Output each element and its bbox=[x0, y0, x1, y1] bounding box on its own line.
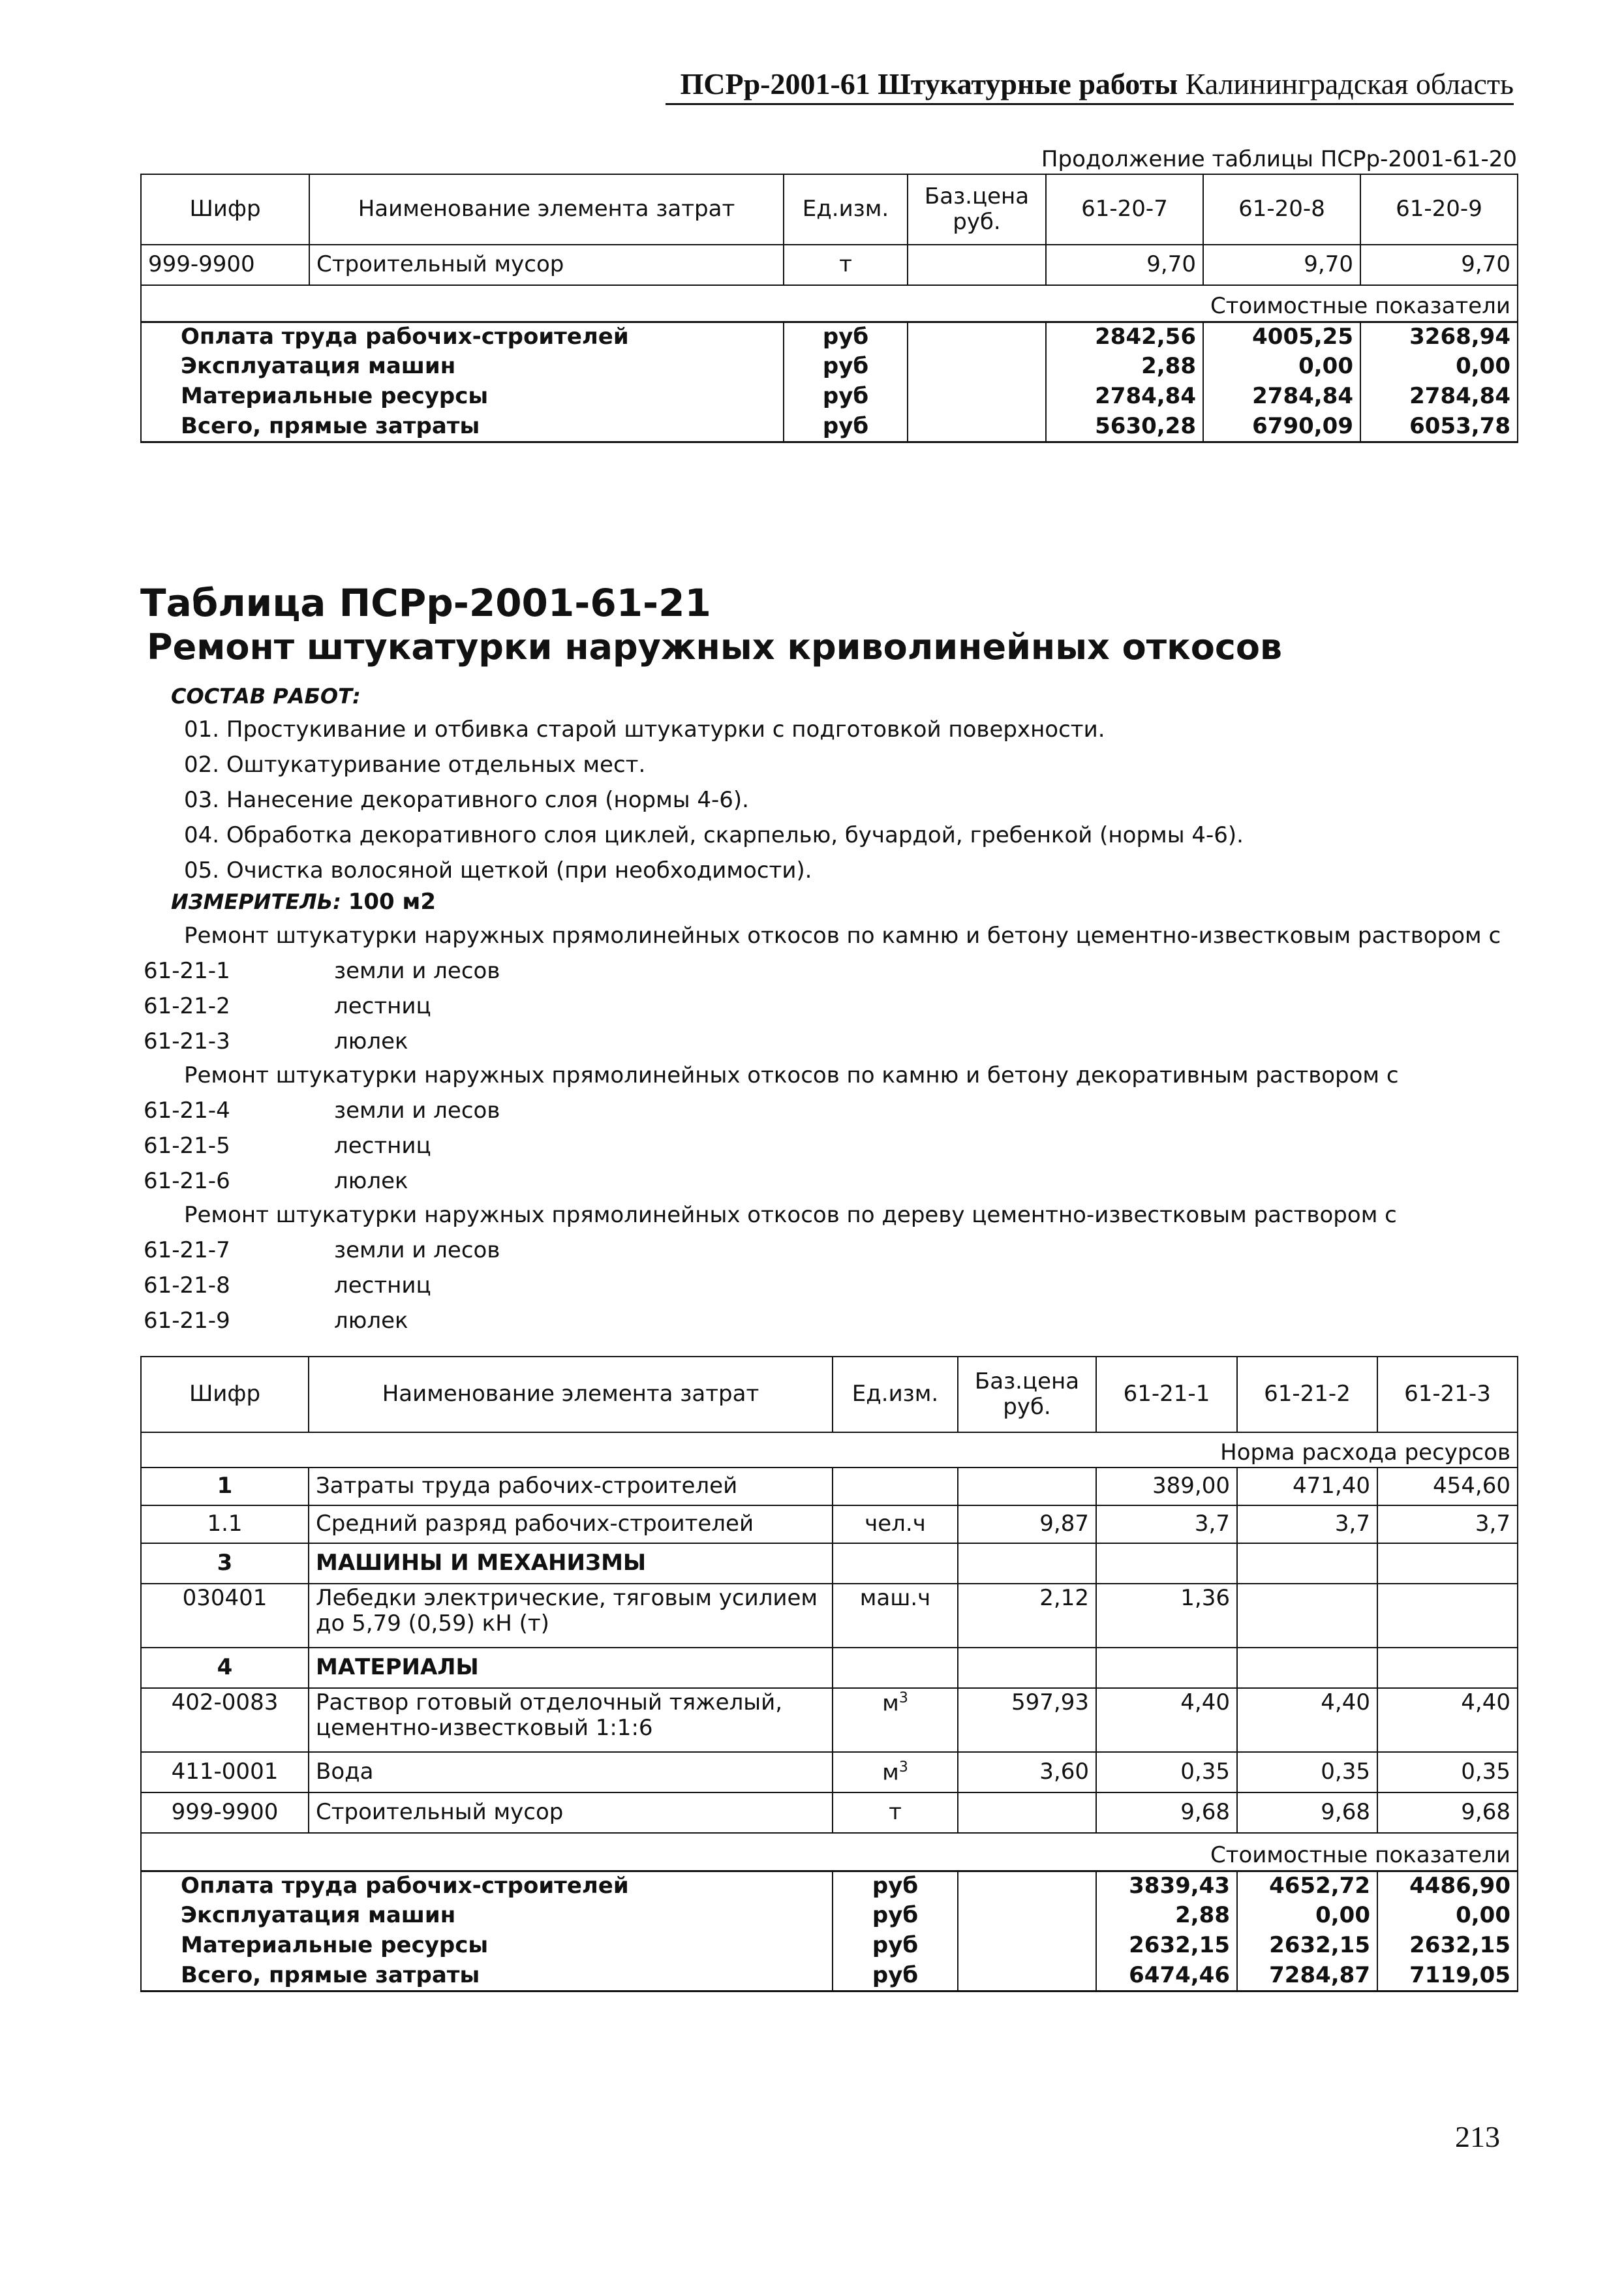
total-value-1: 3839,43 bbox=[1096, 1871, 1237, 1901]
region-name: Калининградская область bbox=[1185, 67, 1514, 100]
col-header-norm-3: 61-20-9 bbox=[1360, 174, 1518, 245]
norm-code: 61-21-5 bbox=[144, 1133, 230, 1159]
total-name: Материальные ресурсы bbox=[141, 1931, 833, 1961]
row-value-2 bbox=[1237, 1584, 1377, 1648]
row-value-2: 471,40 bbox=[1237, 1468, 1377, 1505]
col-header-price: Баз.цена руб. bbox=[908, 174, 1046, 245]
norm-code: 61-21-8 bbox=[144, 1272, 230, 1299]
norm-code: 61-21-3 bbox=[144, 1028, 230, 1054]
totals-row bbox=[141, 352, 1518, 382]
norm-variant: люлек bbox=[334, 1028, 408, 1054]
row-value-2: 9,70 bbox=[1203, 245, 1360, 285]
row-value-1: 0,35 bbox=[1096, 1752, 1237, 1792]
total-value-2: 6790,09 bbox=[1203, 412, 1360, 442]
row-value-2: 3,7 bbox=[1237, 1505, 1377, 1543]
row-name: Затраты труда рабочих-строителей bbox=[309, 1468, 833, 1505]
total-value-1: 2,88 bbox=[1096, 1901, 1237, 1931]
total-price bbox=[958, 1961, 1096, 1991]
norm-variant: земли и лесов bbox=[334, 1098, 500, 1124]
row-value-3: 9,70 bbox=[1360, 245, 1518, 285]
norm-variant: лестниц bbox=[334, 1272, 431, 1299]
row-code: 999-9900 bbox=[141, 1792, 309, 1833]
table-row bbox=[141, 1752, 1518, 1792]
table-continuation-note: Продолжение таблицы ПСРр-2001-61-20 bbox=[1041, 146, 1517, 172]
row-value-3 bbox=[1377, 1543, 1518, 1584]
row-name: Средний разряд рабочих-строителей bbox=[309, 1505, 833, 1543]
row-unit bbox=[833, 1648, 958, 1688]
row-unit bbox=[833, 1468, 958, 1505]
total-value-1: 2632,15 bbox=[1096, 1931, 1237, 1961]
row-code: 411-0001 bbox=[141, 1752, 309, 1792]
total-price bbox=[958, 1871, 1096, 1901]
col-header-norm-1: 61-21-1 bbox=[1096, 1357, 1237, 1432]
table-row bbox=[141, 1584, 1518, 1648]
row-value-3: 3,7 bbox=[1377, 1505, 1518, 1543]
total-unit: руб bbox=[784, 382, 908, 412]
row-value-1: 9,68 bbox=[1096, 1792, 1237, 1833]
totals-row bbox=[141, 1961, 1518, 1991]
row-value-1: 4,40 bbox=[1096, 1688, 1237, 1752]
row-price: 597,93 bbox=[958, 1688, 1096, 1752]
total-value-1: 2,88 bbox=[1046, 352, 1203, 382]
section-row bbox=[141, 285, 1518, 322]
row-unit bbox=[833, 1752, 958, 1792]
total-value-3: 0,00 bbox=[1360, 352, 1518, 382]
row-unit bbox=[833, 1543, 958, 1584]
total-price bbox=[958, 1901, 1096, 1931]
row-value-1: 3,7 bbox=[1096, 1505, 1237, 1543]
table-title: Таблица ПСРр-2001-61-21 bbox=[140, 581, 711, 625]
row-price: 9,87 bbox=[958, 1505, 1096, 1543]
cost-table-61-21 bbox=[140, 1356, 1518, 1992]
unit-text: м bbox=[882, 1759, 899, 1786]
norm-code: 61-21-2 bbox=[144, 993, 230, 1019]
norm-variant: земли и лесов bbox=[334, 958, 500, 984]
row-name: Лебедки электрические, тяговым усилием до 5,79 (0,59) кН (т) bbox=[309, 1584, 833, 1648]
total-value-2: 0,00 bbox=[1237, 1901, 1377, 1931]
work-item: 05. Очистка волосяной щеткой (при необходимости). bbox=[184, 857, 812, 884]
total-value-2: 7284,87 bbox=[1237, 1961, 1377, 1991]
total-value-3: 4486,90 bbox=[1377, 1871, 1518, 1901]
row-unit: чел.ч bbox=[833, 1505, 958, 1543]
row-code: 999-9900 bbox=[141, 245, 309, 285]
total-value-2: 0,00 bbox=[1203, 352, 1360, 382]
total-name: Эксплуатация машин bbox=[141, 352, 784, 382]
row-value-1 bbox=[1096, 1648, 1237, 1688]
row-name: МАТЕРИАЛЫ bbox=[309, 1648, 833, 1688]
total-value-1: 2784,84 bbox=[1046, 382, 1203, 412]
row-name: Строительный мусор bbox=[309, 245, 784, 285]
total-value-1: 5630,28 bbox=[1046, 412, 1203, 442]
row-value-1: 389,00 bbox=[1096, 1468, 1237, 1505]
col-header-unit: Ед.изм. bbox=[784, 174, 908, 245]
cost-table-61-20 bbox=[140, 174, 1518, 443]
total-name: Эксплуатация машин bbox=[141, 1901, 833, 1931]
norm-code: 61-21-7 bbox=[144, 1237, 230, 1263]
page-header bbox=[666, 65, 1514, 105]
row-unit: маш.ч bbox=[833, 1584, 958, 1648]
total-unit: руб bbox=[833, 1961, 958, 1991]
row-name: Строительный мусор bbox=[309, 1792, 833, 1833]
document-code-title: ПСРр-2001-61 Штукатурные работы bbox=[680, 67, 1178, 100]
row-code: 402-0083 bbox=[141, 1688, 309, 1752]
total-unit: руб bbox=[833, 1901, 958, 1931]
row-value-1 bbox=[1096, 1543, 1237, 1584]
row-price bbox=[958, 1468, 1096, 1505]
table-row bbox=[141, 1792, 1518, 1833]
total-price bbox=[908, 322, 1046, 352]
section-label-cost: Стоимостные показатели bbox=[141, 285, 1518, 322]
row-name: Вода bbox=[309, 1752, 833, 1792]
norm-variant: люлек bbox=[334, 1168, 408, 1194]
norm-group-description: Ремонт штукатурки наружных прямолинейных откосов по дереву цементно-известковым раствором с bbox=[184, 1202, 1397, 1228]
total-value-3: 7119,05 bbox=[1377, 1961, 1518, 1991]
row-code: 4 bbox=[141, 1648, 309, 1688]
row-unit bbox=[833, 1688, 958, 1752]
total-value-2: 4652,72 bbox=[1237, 1871, 1377, 1901]
row-price bbox=[958, 1543, 1096, 1584]
norm-group-description: Ремонт штукатурки наружных прямолинейных откосов по камню и бетону декоративным раствором с bbox=[184, 1062, 1399, 1088]
total-price bbox=[908, 382, 1046, 412]
col-header-norm-2: 61-21-2 bbox=[1237, 1357, 1377, 1432]
row-value-1: 1,36 bbox=[1096, 1584, 1237, 1648]
total-price bbox=[908, 352, 1046, 382]
total-unit: руб bbox=[784, 412, 908, 442]
total-name: Всего, прямые затраты bbox=[141, 412, 784, 442]
total-value-2: 2632,15 bbox=[1237, 1931, 1377, 1961]
row-value-2: 9,68 bbox=[1237, 1792, 1377, 1833]
col-header-norm-3: 61-21-3 bbox=[1377, 1357, 1518, 1432]
total-unit: руб bbox=[833, 1871, 958, 1901]
norm-code: 61-21-6 bbox=[144, 1168, 230, 1194]
col-header-name: Наименование элемента затрат bbox=[309, 174, 784, 245]
totals-row bbox=[141, 1871, 1518, 1901]
row-value-2: 0,35 bbox=[1237, 1752, 1377, 1792]
row-value-3: 4,40 bbox=[1377, 1688, 1518, 1752]
total-value-3: 2632,15 bbox=[1377, 1931, 1518, 1961]
table-row bbox=[141, 1543, 1518, 1584]
row-value-1: 9,70 bbox=[1046, 245, 1203, 285]
unit-superscript: 3 bbox=[898, 1759, 908, 1776]
row-name: Раствор готовый отделочный тяжелый, цементно-известковый 1:1:6 bbox=[309, 1688, 833, 1752]
row-value-3 bbox=[1377, 1584, 1518, 1648]
col-header-norm-1: 61-20-7 bbox=[1046, 174, 1203, 245]
norm-code: 61-21-1 bbox=[144, 958, 230, 984]
total-value-3: 0,00 bbox=[1377, 1901, 1518, 1931]
norm-code: 61-21-4 bbox=[144, 1098, 230, 1124]
row-value-3: 454,60 bbox=[1377, 1468, 1518, 1505]
measure-label: ИЗМЕРИТЕЛЬ: bbox=[171, 889, 341, 914]
totals-row bbox=[141, 322, 1518, 352]
total-price bbox=[908, 412, 1046, 442]
row-name: МАШИНЫ И МЕХАНИЗМЫ bbox=[309, 1543, 833, 1584]
row-value-3: 9,68 bbox=[1377, 1792, 1518, 1833]
total-value-3: 2784,84 bbox=[1360, 382, 1518, 412]
page-number: 213 bbox=[1455, 2120, 1500, 2153]
unit-text: м bbox=[882, 1690, 899, 1717]
work-item: 03. Нанесение декоративного слоя (нормы 4-6). bbox=[184, 787, 749, 813]
col-header-code: Шифр bbox=[141, 174, 309, 245]
row-value-2: 4,40 bbox=[1237, 1688, 1377, 1752]
unit-superscript: 3 bbox=[898, 1690, 908, 1706]
row-value-2 bbox=[1237, 1543, 1377, 1584]
table-row bbox=[141, 1648, 1518, 1688]
norm-variant: люлек bbox=[334, 1308, 408, 1334]
total-name: Оплата труда рабочих-строителей bbox=[141, 1871, 833, 1901]
norm-variant: лестниц bbox=[334, 1133, 431, 1159]
section-row bbox=[141, 1432, 1518, 1468]
row-unit: т bbox=[833, 1792, 958, 1833]
totals-row bbox=[141, 1931, 1518, 1961]
norm-code: 61-21-9 bbox=[144, 1308, 230, 1334]
row-price: 2,12 bbox=[958, 1584, 1096, 1648]
total-price bbox=[958, 1931, 1096, 1961]
work-item: 02. Оштукатуривание отдельных мест. bbox=[184, 752, 646, 778]
row-code: 030401 bbox=[141, 1584, 309, 1648]
row-price bbox=[908, 245, 1046, 285]
col-header-norm-2: 61-20-8 bbox=[1203, 174, 1360, 245]
measure-value: 100 м2 bbox=[348, 889, 436, 915]
total-value-3: 3268,94 bbox=[1360, 322, 1518, 352]
measure-line bbox=[171, 889, 436, 915]
total-unit: руб bbox=[833, 1931, 958, 1961]
col-header-name: Наименование элемента затрат bbox=[309, 1357, 833, 1432]
col-header-price: Баз.цена руб. bbox=[958, 1357, 1096, 1432]
table-row bbox=[141, 1468, 1518, 1505]
work-composition-title: СОСТАВ РАБОТ: bbox=[171, 684, 361, 709]
norm-group-description: Ремонт штукатурки наружных прямолинейных откосов по камню и бетону цементно-известковым раствором с bbox=[184, 923, 1501, 949]
table-header-row bbox=[141, 174, 1518, 245]
totals-row bbox=[141, 1901, 1518, 1931]
total-name: Оплата труда рабочих-строителей bbox=[141, 322, 784, 352]
row-price bbox=[958, 1792, 1096, 1833]
table-row bbox=[141, 1505, 1518, 1543]
row-unit: т bbox=[784, 245, 908, 285]
norm-variant: земли и лесов bbox=[334, 1237, 500, 1263]
table-header-row bbox=[141, 1357, 1518, 1432]
norm-variant: лестниц bbox=[334, 993, 431, 1019]
totals-row bbox=[141, 382, 1518, 412]
total-value-3: 6053,78 bbox=[1360, 412, 1518, 442]
section-label-norms: Норма расхода ресурсов bbox=[141, 1432, 1518, 1468]
total-name: Всего, прямые затраты bbox=[141, 1961, 833, 1991]
col-header-code: Шифр bbox=[141, 1357, 309, 1432]
table-row bbox=[141, 245, 1518, 285]
row-price bbox=[958, 1648, 1096, 1688]
section-label-cost: Стоимостные показатели bbox=[141, 1833, 1518, 1871]
total-value-1: 6474,46 bbox=[1096, 1961, 1237, 1991]
row-code: 1 bbox=[141, 1468, 309, 1505]
table-subtitle: Ремонт штукатурки наружных криволинейных откосов bbox=[147, 626, 1283, 668]
row-value-3 bbox=[1377, 1648, 1518, 1688]
total-name: Материальные ресурсы bbox=[141, 382, 784, 412]
row-value-3: 0,35 bbox=[1377, 1752, 1518, 1792]
total-unit: руб bbox=[784, 322, 908, 352]
work-item: 01. Простукивание и отбивка старой штукатурки с подготовкой поверхности. bbox=[184, 716, 1105, 743]
table-row bbox=[141, 1688, 1518, 1752]
total-value-2: 4005,25 bbox=[1203, 322, 1360, 352]
total-unit: руб bbox=[784, 352, 908, 382]
section-row bbox=[141, 1833, 1518, 1871]
row-value-2 bbox=[1237, 1648, 1377, 1688]
totals-row bbox=[141, 412, 1518, 442]
col-header-unit: Ед.изм. bbox=[833, 1357, 958, 1432]
work-item: 04. Обработка декоративного слоя циклей, скарпелью, бучардой, гребенкой (нормы 4-6). bbox=[184, 822, 1244, 848]
total-value-2: 2784,84 bbox=[1203, 382, 1360, 412]
row-code: 3 bbox=[141, 1543, 309, 1584]
total-value-1: 2842,56 bbox=[1046, 322, 1203, 352]
row-price: 3,60 bbox=[958, 1752, 1096, 1792]
row-code: 1.1 bbox=[141, 1505, 309, 1543]
